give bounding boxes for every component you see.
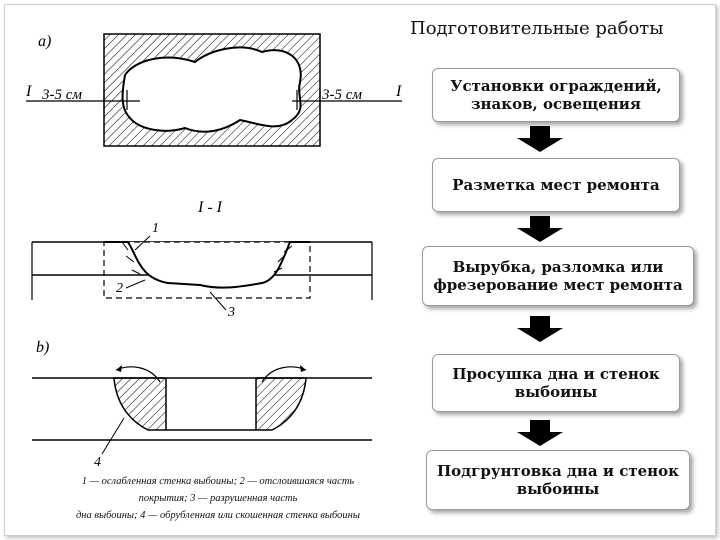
b-arrowhead-left bbox=[116, 365, 122, 372]
step-4-box bbox=[432, 354, 680, 412]
section-label: I - I bbox=[198, 199, 222, 216]
callout-4: 4 bbox=[94, 455, 101, 470]
step-1-label: Установки ограждений, знаков, освещения bbox=[450, 77, 662, 113]
section-pothole bbox=[104, 242, 310, 288]
arrow-down-icon bbox=[517, 316, 563, 342]
step-4-label: Просушка дна и стенок выбоины bbox=[452, 365, 660, 401]
label-b: b) bbox=[36, 339, 50, 356]
label-a: a) bbox=[38, 33, 52, 50]
callout-2-leader bbox=[126, 280, 145, 288]
dim-right-label: 3-5 см bbox=[322, 87, 362, 103]
arrow-down-icon bbox=[517, 420, 563, 446]
cut-marker-left: I bbox=[26, 83, 32, 100]
arrow-down-icon bbox=[517, 126, 563, 152]
callout-4-leader bbox=[102, 418, 124, 454]
pothole-outline bbox=[123, 47, 301, 131]
b-right-wall bbox=[256, 378, 306, 430]
callout-1: 1 bbox=[152, 221, 159, 236]
dim-left-label: 3-5 см bbox=[42, 87, 82, 103]
step-3-label: Вырубка, разломка или фрезерование мест ремонта bbox=[433, 258, 683, 294]
caption-line-2: покрытия; 3 — разрушенная часть bbox=[138, 492, 298, 504]
step-2-label: Разметка мест ремонта bbox=[452, 176, 660, 194]
caption-line-3: дна выбоины; 4 — обрубленная или скошенная стенка выбоины bbox=[76, 509, 360, 521]
step-2-box bbox=[432, 158, 680, 212]
step-5-box bbox=[426, 450, 690, 510]
caption-line-1: 1 — ослабленная стенка выбоины; 2 — отслоившаяся часть bbox=[81, 476, 355, 487]
b-arrowhead-right bbox=[300, 365, 306, 372]
step-1-box bbox=[432, 68, 680, 122]
callout-3: 3 bbox=[228, 305, 235, 320]
step-3-box bbox=[422, 246, 694, 306]
figure-caption bbox=[18, 474, 418, 524]
arrow-down-icon bbox=[517, 216, 563, 242]
flow-title: Подготовительные работы bbox=[410, 18, 664, 39]
callout-2: 2 bbox=[116, 281, 123, 296]
step-5-label: Подгрунтовка дна и стенок выбоины bbox=[437, 462, 679, 498]
cut-marker-right: I bbox=[396, 83, 402, 100]
callout-3-leader bbox=[210, 292, 226, 310]
